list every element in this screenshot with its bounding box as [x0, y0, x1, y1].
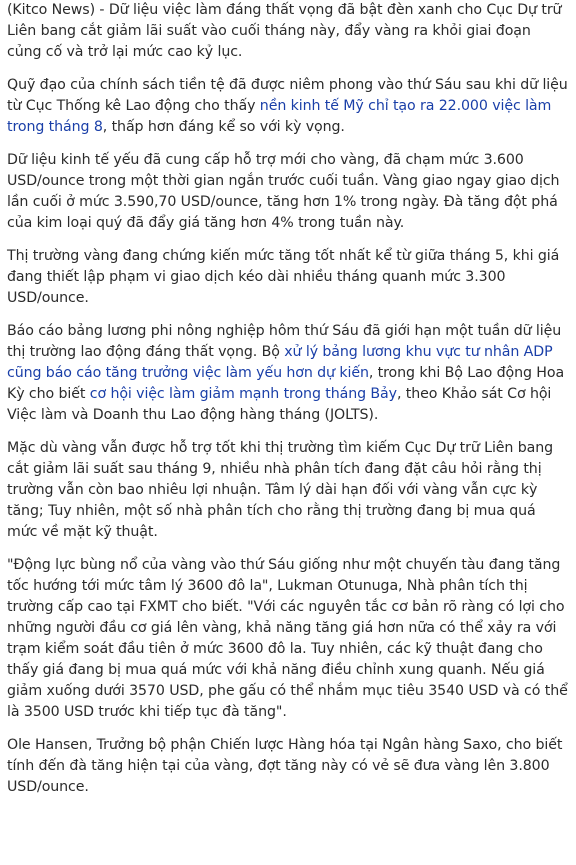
link-jobs-report[interactable]: nền kinh tế Mỹ chỉ tạo ra 22.000 việc làm trong tháng 8	[7, 98, 552, 135]
link-adp-report[interactable]: xử lý bảng lương khu vực tư nhân ADP cũng báo cáo tăng trưởng việc làm yếu hơn dự kiến	[7, 344, 553, 381]
paragraph-text: (Kitco News) - Dữ liệu việc làm đáng thất vọng đã bật đèn xanh cho Cục Dự trữ Liên bang cắt giảm lãi suất vào cuối tháng này, đẩy vàng ra khỏi giai đoạn củng cố và trở lại mức cao kỷ lục.	[7, 2, 562, 60]
paragraph-sentiment	[7, 438, 569, 543]
paragraph-text: Dữ liệu kinh tế yếu đã cung cấp hỗ trợ mới cho vàng, đã chạm mức 3.600 USD/ounce trong một thời gian ngắn trước cuối tuần. Vàng giao ngay giao dịch lần cuối ở mức 3.590,70 USD/ounce, tăng hơn 1% trong ngày. Đà tăng đột phá của kim loại quý đã đẩy giá tăng hơn 4% trong tuần này.	[7, 152, 560, 231]
paragraph-text: Quỹ đạo của chính sách tiền tệ đã được niêm phong vào thứ Sáu sau khi dữ liệu từ Cục Thống kê Lao động cho thấy	[7, 77, 568, 114]
paragraph-payroll	[7, 321, 569, 426]
paragraph-policy	[7, 75, 569, 138]
paragraph-text: Báo cáo bảng lương phi nông nghiệp hôm thứ Sáu đã giới hạn một tuần dữ liệu thị trường lao động đáng thất vọng. Bộ	[7, 323, 562, 360]
paragraph-text: , thấp hơn đáng kể so với kỳ vọng.	[102, 119, 345, 135]
link-jolts-report[interactable]: cơ hội việc làm giảm mạnh trong tháng Bảy	[89, 386, 397, 402]
paragraph-text: Mặc dù vàng vẫn được hỗ trợ tốt khi thị trường tìm kiếm Cục Dự trữ Liên bang cắt giảm lãi suất sau tháng 9, nhiều nhà phân tích đang đặt câu hỏi rằng thị trường vẫn còn bao nhiêu lợi nhuận. Tâm lý dài hạn đối với vàng vẫn cực kỳ tăng; Tuy nhiên, một số nhà phân tích cho rằng thị trường đang bị mua quá mức về mặt kỹ thuật.	[7, 440, 554, 540]
paragraph-text: Thị trường vàng đang chứng kiến mức tăng tốt nhất kể từ giữa tháng 5, khi giá đang thiết lập phạm vi giao dịch kéo dài nhiều tháng quanh mức 3.300 USD/ounce.	[7, 248, 560, 306]
paragraph-text: Ole Hansen, Trưởng bộ phận Chiến lược Hàng hóa tại Ngân hàng Saxo, cho biết tính đến đà tăng hiện tại của vàng, đợt tăng này có vẻ sẽ đưa vàng lên 3.800 USD/ounce.	[7, 737, 563, 795]
article-body	[7, 0, 569, 810]
paragraph-text: "Động lực bùng nổ của vàng vào thứ Sáu giống như một chuyến tàu đang tăng tốc hướng tới mức tâm lý 3600 đô la", Lukman Otunuga, Nhà phân tích thị trường cấp cao tại FXMT cho biết. "Với các nguyên tắc cơ bản rõ ràng có lợi cho những người đầu cơ giá lên vàng, khả năng tăng giá hơn nữa có thể xảy ra với trạm kiểm soát đầu tiên ở mức 3600 đô la. Tuy nhiên, các kỹ thuật đang cho thấy giá đang bị mua quá mức với khả năng điều chỉnh xung quanh. Nếu giá giảm xuống dưới 3570 USD, phe gấu có thể nhắm mục tiêu 3540 USD và có thể là 3500 USD trước khi tiếp tục đà tăng".	[7, 557, 568, 720]
paragraph-saxo	[7, 735, 569, 798]
paragraph-text: , trong khi Bộ Lao động Hoa Kỳ cho biết	[7, 365, 565, 402]
paragraph-text: , theo Khảo sát Cơ hội Việc làm và Doanh thu Lao động hàng tháng (JOLTS).	[7, 386, 552, 423]
paragraph-intro	[7, 0, 569, 63]
paragraph-market-gain	[7, 246, 569, 309]
paragraph-gold-price	[7, 150, 569, 234]
paragraph-analyst-quote	[7, 555, 569, 723]
